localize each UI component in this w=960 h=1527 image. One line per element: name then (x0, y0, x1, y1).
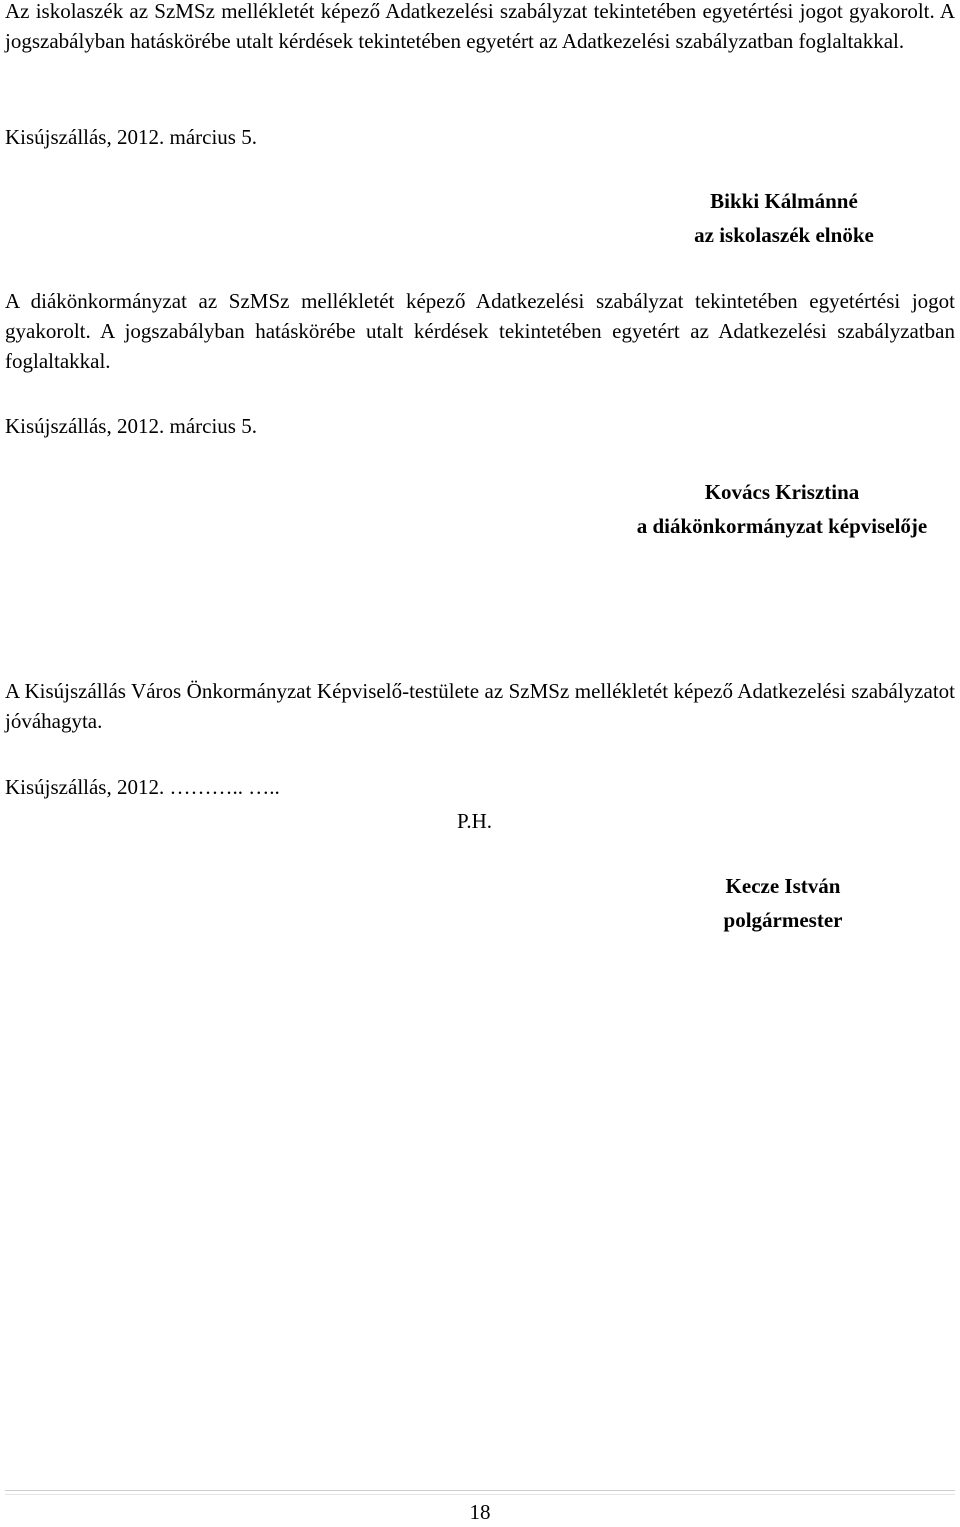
mayor-signer-name: Kecze István (725, 874, 841, 898)
school-board-signer-name: Bikki Kálmánné (710, 189, 858, 213)
student-council-signer-name: Kovács Krisztina (704, 480, 860, 504)
seal-placeholder: P.H. (457, 809, 493, 833)
mayor-signer-role: polgármester (723, 908, 843, 932)
student-council-paragraph: A diákönkormányzat az SzMSz mellékletét képező Adatkezelési szabályzat tekintetében egyetértési jogot gyakorolt. A jogszabályban hatáskörébe utalt kérdések tekintetében egyetért az Adatkezelési szabályzatban foglaltakkal. (5, 289, 955, 373)
footer-divider-secondary (5, 1494, 955, 1495)
school-board-date: Kisújszállás, 2012. március 5. (5, 125, 257, 149)
school-board-paragraph: Az iskolaszék az SzMSz mellékletét képező Adatkezelési szabályzat tekintetében egyetértési jogot gyakorolt. A jogszabályban hatáskörébe utalt kérdések tekintetében egyetért az Adatkezelési szabályzatban foglaltakkal. (5, 0, 955, 53)
council-approval-paragraph: A Kisújszállás Város Önkormányzat Képviselő-testülete az SzMSz mellékletét képező Adatkezelési szabályzatot jóváhagyta. (5, 679, 955, 733)
footer-divider (5, 1490, 955, 1491)
student-council-date: Kisújszállás, 2012. március 5. (5, 414, 257, 438)
school-board-signer-role: az iskolaszék elnöke (694, 223, 874, 247)
student-council-signer-role: a diákönkormányzat képviselője (636, 514, 928, 538)
council-approval-date: Kisújszállás, 2012. ……….. ….. (5, 775, 280, 799)
page-number: 18 (469, 1500, 491, 1524)
